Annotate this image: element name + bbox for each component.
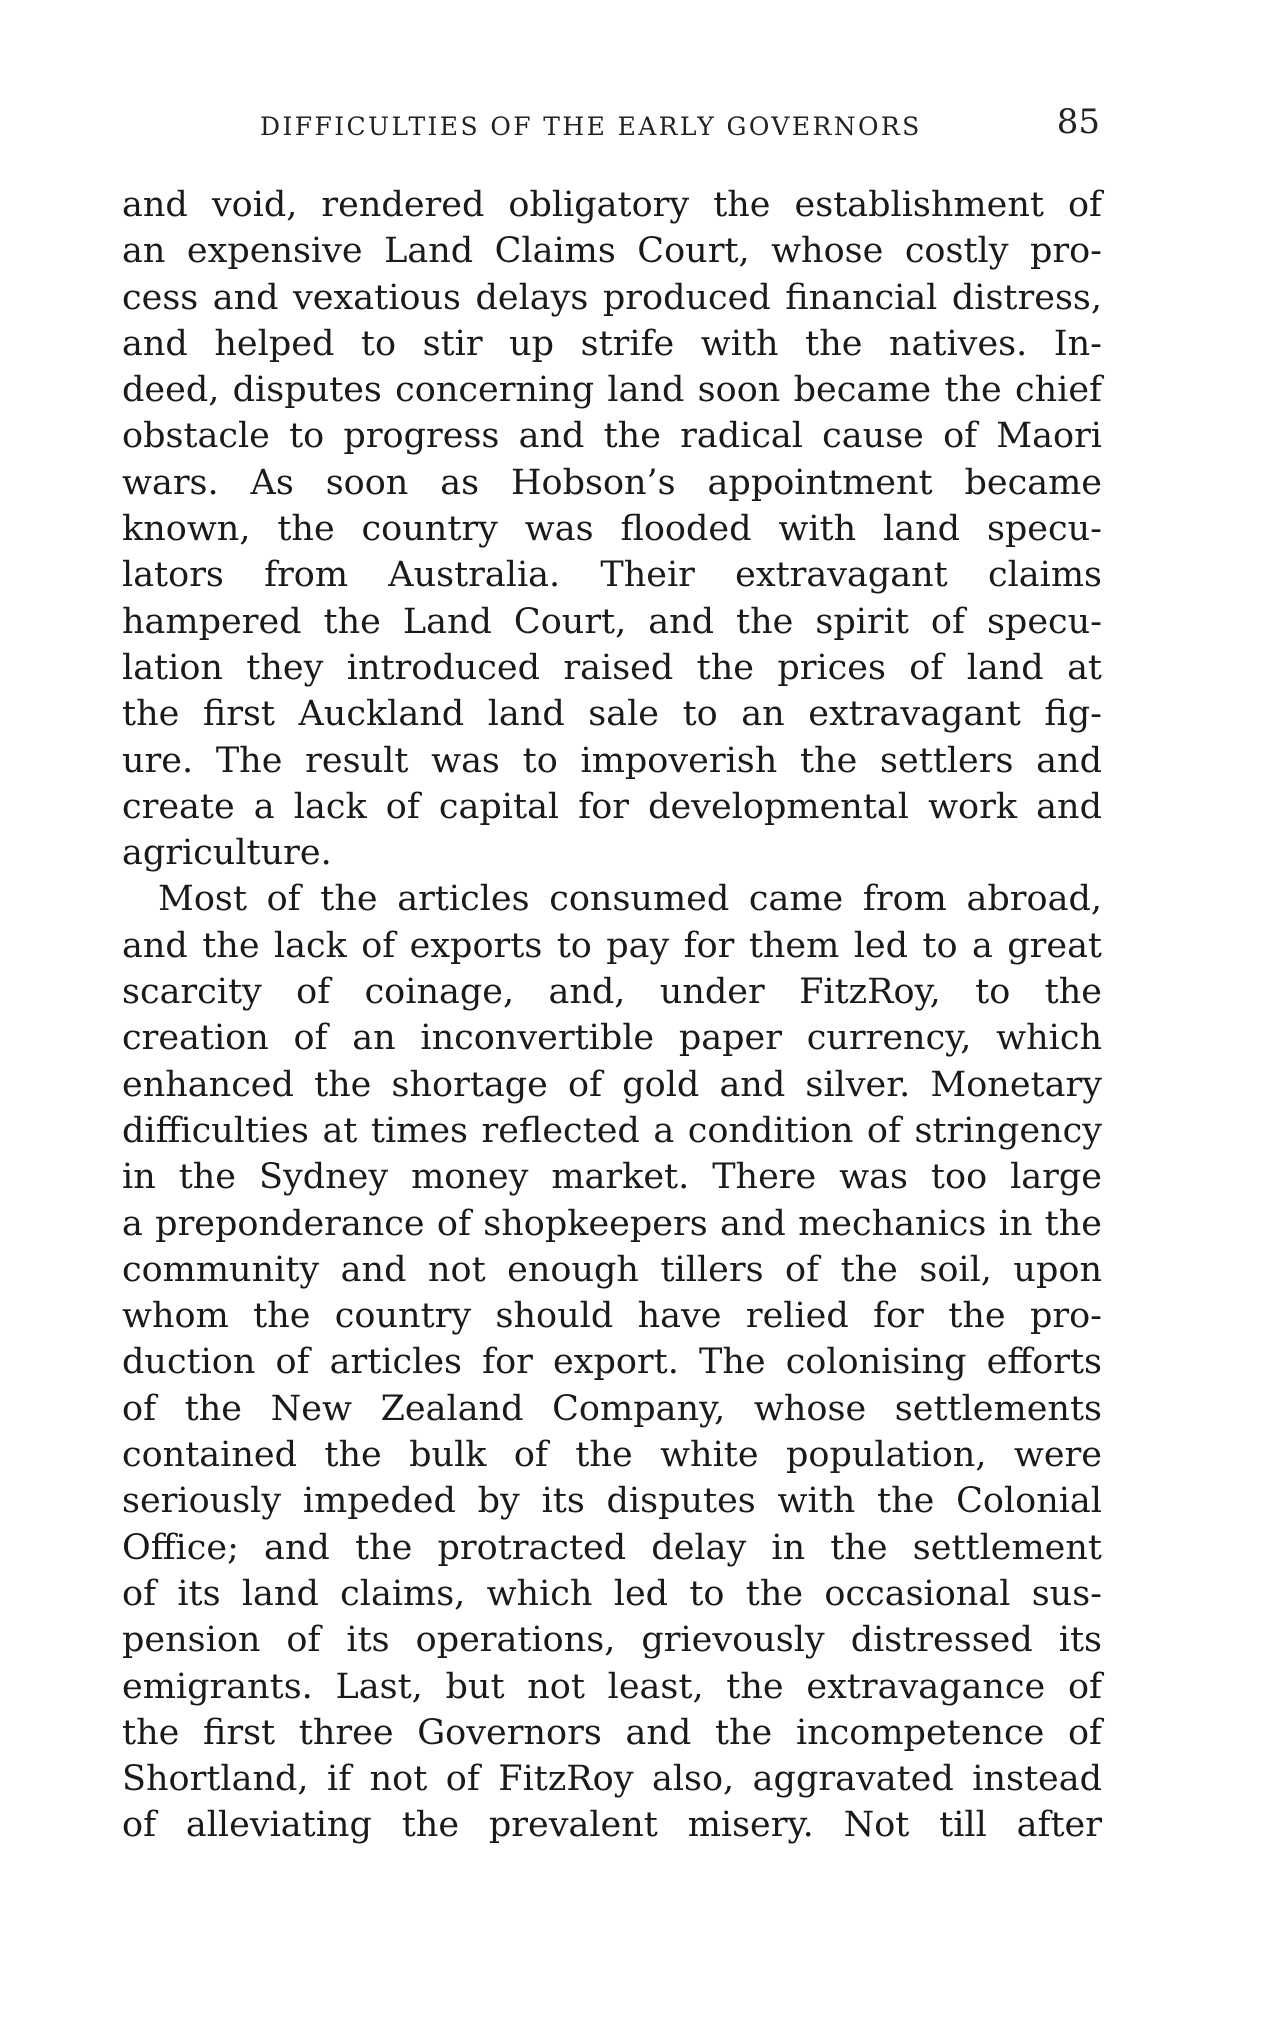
running-head: [122, 102, 1100, 152]
text-line: duction of articles for export. The colonising efforts: [122, 1342, 1102, 1383]
text-line: and void, rendered obligatory the establishment of: [122, 185, 1102, 225]
text-line: of the New Zealand Company, whose settlements: [122, 1388, 1102, 1429]
text-line: the first three Governors and the incompetence of: [122, 1712, 1102, 1753]
text-line: create a lack of capital for developmental work and: [122, 786, 1102, 827]
text-line: of its land claims, which led to the occasional sus-: [122, 1573, 1102, 1614]
text-line: community and not enough tillers of the soil, upon: [122, 1249, 1102, 1290]
text-line: hampered the Land Court, and the spirit of specu-: [122, 601, 1102, 642]
text-line: emigrants. Last, but not least, the extravagance of: [122, 1666, 1102, 1707]
text-line: pension of its operations, grievously distressed its: [122, 1620, 1102, 1661]
body-text: [122, 182, 1102, 1849]
text-line: scarcity of coinage, and, under FitzRoy, to the: [122, 972, 1102, 1013]
text-line: difficulties at times reflected a condition of stringency: [122, 1110, 1102, 1151]
text-line: obstacle to progress and the radical cause of Maori: [122, 416, 1102, 457]
text-line: contained the bulk of the white population, were: [122, 1435, 1102, 1476]
text-line: and helped to stir up strife with the natives. In-: [122, 323, 1102, 364]
text-line: lation they introduced raised the prices of land at: [122, 647, 1102, 688]
text-line: Office; and the protracted delay in the settlement: [122, 1527, 1102, 1568]
page-number: 85: [1056, 102, 1100, 142]
text-line: whom the country should have relied for the pro-: [122, 1296, 1102, 1337]
text-line: a preponderance of shopkeepers and mechanics in the: [122, 1203, 1102, 1244]
text-line: in the Sydney money market. There was too large: [122, 1157, 1102, 1198]
text-line: seriously impeded by its disputes with the Colonial: [122, 1481, 1102, 1522]
text-line: Shortland, if not of FitzRoy also, aggravated instead: [122, 1759, 1102, 1800]
text-line: lators from Australia. Their extravagant claims: [122, 555, 1102, 596]
text-line: the first Auckland land sale to an extravagant fig-: [122, 694, 1102, 735]
text-line: Most of the articles consumed came from abroad,: [158, 879, 1102, 920]
text-line: wars. As soon as Hobson’s appointment became: [122, 462, 1102, 503]
paragraph-1: [122, 182, 1102, 876]
text-line: agriculture.: [122, 833, 332, 874]
text-line: creation of an inconvertible paper currency, which: [122, 1018, 1102, 1059]
text-line: ure. The result was to impoverish the settlers and: [122, 740, 1102, 781]
text-line: deed, disputes concerning land soon became the chief: [122, 370, 1102, 411]
text-line: cess and vexatious delays produced financial distress,: [122, 277, 1102, 318]
paragraph-2: [122, 876, 1102, 1848]
text-line: known, the country was flooded with land specu-: [122, 509, 1102, 550]
text-line: of alleviating the prevalent misery. Not till after: [122, 1805, 1102, 1846]
running-head-title: DIFFICULTIES OF THE EARLY GOVERNORS: [260, 112, 922, 141]
text-line: and the lack of exports to pay for them led to a great: [122, 925, 1102, 966]
text-line: an expensive Land Claims Court, whose costly pro-: [122, 231, 1102, 272]
text-line: enhanced the shortage of gold and silver. Monetary: [122, 1064, 1102, 1105]
